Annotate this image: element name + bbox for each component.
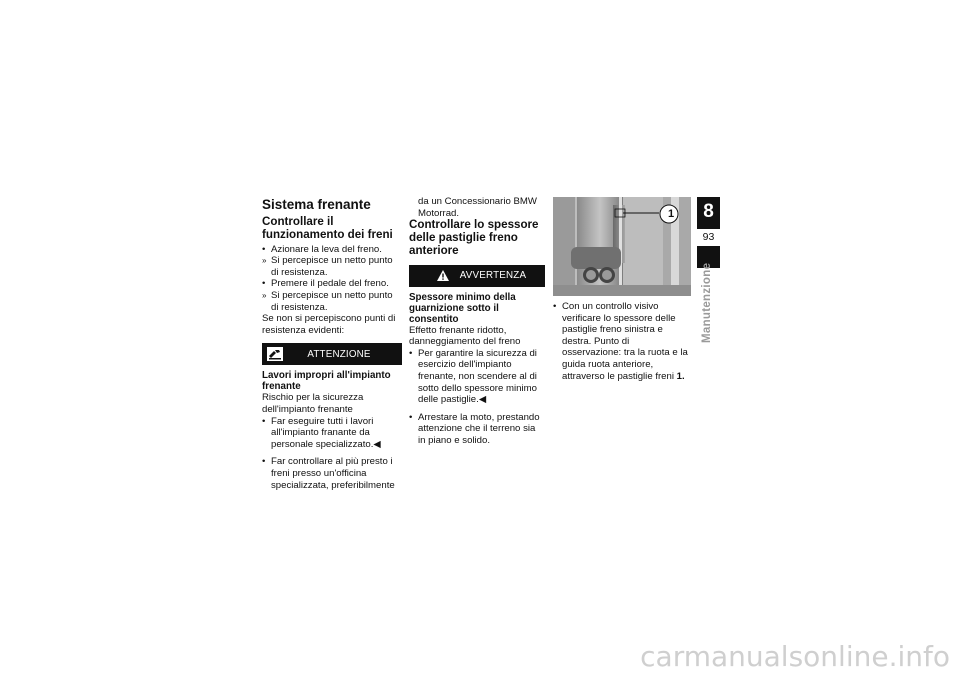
subsection-title-brake-function: Controllare il funzionamento dei freni [262,215,393,241]
left-column [262,197,402,491]
end-mark-icon: ◀ [478,394,487,406]
caution-bullet: • Far eseguire tutti i lavori all'impianto franante da personale specializzato.◀ [262,415,381,450]
caution-desc: Rischio per la sicurezza dell'impianto frenante [262,392,364,415]
subsection-title-brake-pads: Controllare lo spessore delle pastiglie freno anteriore [409,218,539,257]
middle-column [409,196,545,447]
continued-text: da un Concessionario BMW Motorrad. [418,196,537,219]
result-arrow-icon: » [262,290,267,300]
step-bullet: • Premere il pedale del freno. [262,278,389,290]
caution-bar [262,343,402,365]
bullet-icon: • [262,243,266,255]
inspection-bullet: • Con un controllo visivo verificare lo spessore delle pastiglie freno sinistra e destra. Punto di osservazione: tra la ruota e la guida ruota anteriore, attraverso le pastiglie freni 1. [553,301,688,382]
end-mark-icon: ◀ [373,438,381,450]
warning-desc: Effetto frenante ridotto, danneggiamento del freno [409,324,521,348]
result-arrow-icon: » [262,256,267,266]
page-number: 93 [697,229,720,246]
bullet-icon: • [262,456,266,468]
chapter-name: Manutenzione [701,262,713,343]
photo-callout-1: 1 [667,208,675,220]
bullet-icon: • [553,301,557,312]
bullet-icon: • [262,278,266,290]
caution-label: ATTENZIONE [307,348,371,360]
warning-bullet: • Arrestare la moto, prestando attenzione che il terreno sia in piano e solido. [409,411,540,446]
warning-label: AVVERTENZA [459,269,527,281]
workshop-icon [267,347,283,365]
step-bullet: • Azionare la leva del freno. [262,243,382,255]
bullet-icon: • [262,415,266,427]
warning-triangle-icon [437,270,449,285]
chapter-number: 8 [703,201,714,222]
step-result: » Si percepisce un netto punto di resistenza. [262,289,393,313]
bullet-icon: • [409,347,413,359]
step-result: » Si percepisce un netto punto di resistenza. [262,255,393,278]
caution-heading: Lavori impropri all'impianto frenante [262,370,391,393]
warning-bar [409,265,545,287]
note-text: Se non si percepiscono punti di resistenza evidenti: [262,313,396,336]
warning-bullet: • Per garantire la sicurezza di esercizio dell'impianto frenante, non scendere al di sotto dello spessore minimo delle pastiglie.◀ [409,347,537,406]
section-title: Sistema frenante [262,197,371,212]
watermark: carmanualsonline.info [640,640,950,673]
caution-bullet: • Far controllare al più presto i freni presso un'officina specializzata, preferibilmente [262,456,395,491]
warning-heading: Spessore minimo della guarnizione sotto il consentito [409,291,516,325]
part-reference: 1. [676,370,685,382]
bullet-icon: • [409,411,413,423]
